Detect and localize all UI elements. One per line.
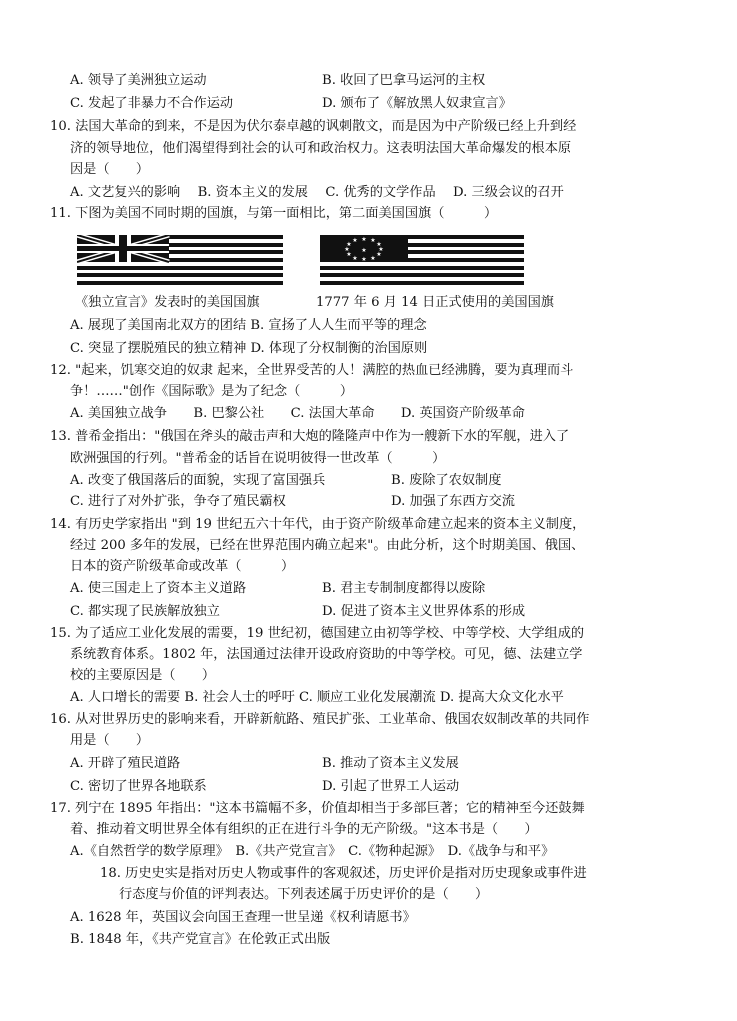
svg-text:★: ★: [352, 237, 358, 244]
q18-option-a: A. 1628 年，英国议会向国王查理一世呈递《权利请愿书》: [70, 910, 416, 925]
q10-stem-line3: 因是（ ）: [70, 162, 150, 177]
svg-text:★: ★: [346, 241, 352, 248]
q11-options-row1: A. 展现了美国南北双方的团结 B. 宣扬了人人生而平等的理念: [70, 318, 427, 333]
q11-stem: 11. 下图为美国不同时期的国旗，与第一面相比，第二面美国国旗（ ）: [50, 206, 498, 221]
q16-stem-line1: 16. 从对世界历史的影响来看，开辟新航路、殖民扩张、工业革命、俄国农奴制改革的共同作: [50, 712, 590, 727]
q15-stem-line2: 系统教育体系。1802 年，法国通过法律开设政府资助的中等学校。可见，德、法建立学: [70, 647, 583, 662]
svg-text:★: ★: [361, 236, 367, 243]
q9-option-a: A. 领导了美洲独立运动: [70, 73, 207, 88]
q14-option-a: A. 使三国走上了资本主义道路: [70, 581, 247, 596]
q14-stem-line3: 日本的资产阶级革命或改革（ ）: [70, 559, 295, 574]
q16-option-c: C. 密切了世界各地联系: [70, 779, 207, 794]
svg-text:★: ★: [376, 251, 382, 258]
q10-options: A. 文艺复兴的影响 B. 资本主义的发展 C. 优秀的文学作品 D. 三级会议的召开: [70, 185, 564, 200]
q16-stem-line2: 用是（ ）: [70, 733, 150, 748]
q14-option-c: C. 都实现了民族解放独立: [70, 604, 220, 619]
svg-text:★: ★: [370, 255, 376, 262]
q13-option-d: D. 加强了东西方交流: [391, 494, 515, 509]
q13-option-b: B. 废除了农奴制度: [391, 473, 502, 488]
q10-stem-line2: 济的领导地位，他们渴望得到社会的认可和政治权力。这表明法国大革命爆发的根本原: [70, 141, 572, 156]
q13-stem-line2: 欧洲强国的行列。"普希金的话旨在说明彼得一世改革（ ）: [70, 451, 446, 466]
q9-option-d: D. 颁布了《解放黑人奴隶宣言》: [322, 96, 512, 111]
q11-options-row2: C. 突显了摆脱殖民的独立精神 D. 体现了分权制衡的治国原则: [70, 341, 428, 356]
q15-options: A. 人口增长的需要 B. 社会人士的呼吁 C. 顺应工业化发展潮流 D. 提高大众文化水平: [70, 690, 564, 705]
q13-option-c: C. 进行了对外扩张，争夺了殖民霸权: [70, 494, 286, 509]
q11-caption-flag2: 1777 年 6 月 14 日正式使用的美国国旗: [316, 295, 554, 310]
svg-text:★: ★: [361, 247, 367, 254]
svg-text:★: ★: [352, 255, 358, 262]
q16-option-d: D. 引起了世界工人运动: [322, 779, 460, 794]
svg-text:★: ★: [346, 251, 352, 258]
q12-options: A. 美国独立战争 B. 巴黎公社 C. 法国大革命 D. 英国资产阶级革命: [70, 406, 525, 421]
q16-option-a: A. 开辟了殖民道路: [70, 756, 181, 771]
q17-stem-line2: 着、推动着文明世界全体有组织的正在进行斗争的无产阶级。"这本书是（ ）: [70, 822, 538, 837]
svg-text:★: ★: [376, 241, 382, 248]
svg-text:★: ★: [344, 246, 350, 253]
svg-text:★: ★: [361, 256, 367, 263]
q18-option-b: B. 1848 年，《共产党宣言》在伦敦正式出版: [70, 932, 331, 947]
svg-text:★: ★: [378, 246, 384, 253]
q15-stem-line1: 15. 为了适应工业化发展的需要，19 世纪初，德国建立由初等学校、中等学校、大学组成的: [50, 626, 585, 641]
q11-caption-flag1: 《独立宣言》发表时的美国国旗: [75, 295, 260, 310]
q17-stem-line1: 17. 列宁在 1895 年指出："这本书篇幅不多，价值却相当于多部巨著；它的精神至今还鼓舞: [50, 801, 585, 816]
q14-option-d: D. 促进了资本主义世界体系的形成: [322, 604, 526, 619]
q15-stem-line3: 校的主要原因是（ ）: [70, 668, 216, 683]
grand-union-flag-image: [77, 235, 283, 285]
q14-option-b: B. 君主专制制度都得以废除: [322, 581, 486, 596]
q18-stem-line2: 行态度与价值的评判表达。下列表述属于历史评价的是（ ）: [119, 887, 489, 902]
q18-stem-line1: 18. 历史史实是指对历史人物或事件的客观叙述，历史评价是指对历史现象或事件进: [100, 866, 587, 881]
q10-stem-line1: 10. 法国大革命的到来，不是因为伏尔泰卓越的讽刺散文，而是因为中产阶级已经上升到经: [50, 119, 577, 134]
q9-option-c: C. 发起了非暴力不合作运动: [70, 96, 234, 111]
q14-stem-line1: 14. 有历史学家指出 "到 19 世纪五六十年代，由于资产阶级革命建立起来的资本主义制度，: [50, 517, 586, 532]
svg-text:★: ★: [370, 237, 376, 244]
q12-stem-line1: 12. "起来，饥寒交迫的奴隶 起来，全世界受苦的人！满腔的热血已经沸腾，要为真理而斗: [50, 363, 574, 378]
q12-stem-line2: 争！……"创作《国际歌》是为了纪念（ ）: [70, 384, 354, 399]
q14-stem-line2: 经过 200 多年的发展，已经在世界范围内确立起来"。由此分析，这个时期美国、俄国、: [70, 538, 585, 553]
betsy-ross-flag-image: [320, 235, 524, 285]
q16-option-b: B. 推动了资本主义发展: [322, 756, 459, 771]
q9-option-b: B. 收回了巴拿马运河的主权: [322, 73, 486, 88]
q13-option-a: A. 改变了俄国落后的面貌，实现了富国强兵: [70, 473, 326, 488]
q17-options: A.《自然哲学的数学原理》 B.《共产党宣言》 C.《物种起源》 D.《战争与和平》: [70, 844, 555, 859]
q13-stem-line1: 13. 普希金指出："俄国在斧头的敲击声和大炮的隆隆声中作为一艘新下水的军舰，进入了: [50, 429, 570, 444]
